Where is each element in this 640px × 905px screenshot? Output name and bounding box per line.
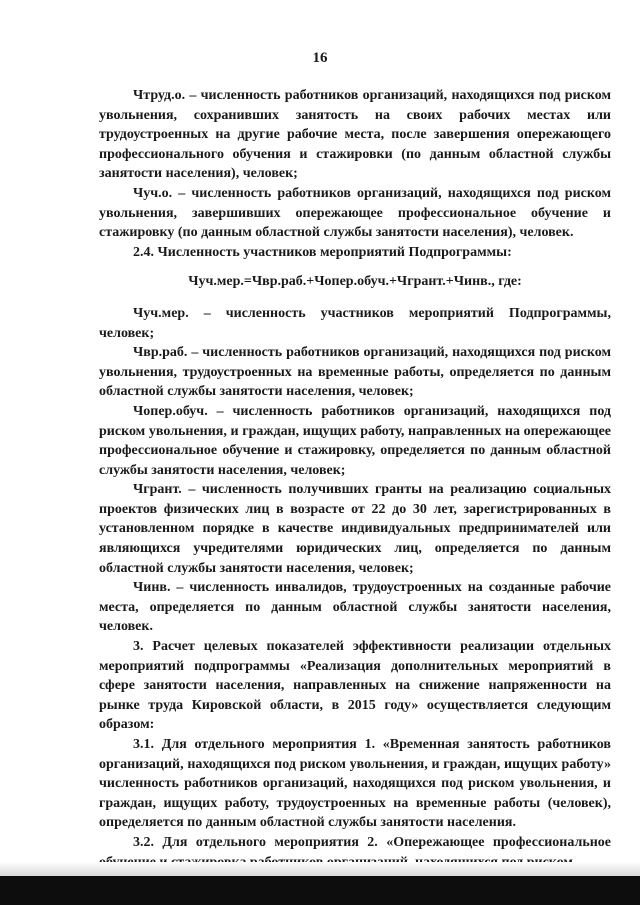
paragraph-ch-trud: Чтруд.о. – численность работников организаций, находящихся под риском увольнения, сохранивших занятость на своих рабочих местах или трудоустроенных на другие рабочие места, после завершения опережающего профессионального обучения и стажировки (по данным областной службы занятости населения), человек; (99, 88, 611, 182)
document-body (99, 86, 611, 872)
paragraph-ch-uch-o: Чуч.о. – численность работников организаций, находящихся под риском увольнения, завершивших опережающее профессиональное обучение и стажировку (по данным областной службы занятости населения), человек. (99, 185, 611, 241)
page-number: 16 (312, 50, 328, 66)
paragraph-ch-inv: Чинв. – численность инвалидов, трудоустроенных на созданные рабочие места, определяется по данным областной службы занятости населения, человек. (99, 580, 611, 635)
scan-edge-bar (0, 876, 640, 905)
section-3-2: 3.2. Для отдельного мероприятия 2. «Опережающее профессиональное (133, 834, 611, 850)
paragraph-ch-grant: Чгрант. – численность получивших гранты на реализацию социальных проектов физических лиц в возрасте от 22 до 30 лет, зарегистрированных в установленном порядке в качестве индивидуальных предпринимателей или являющихся учредителями юридических лиц, определяется по данным областной службы занятости населения, человек; (99, 482, 611, 576)
formula: Чуч.мер.=Чвр.раб.+Чопер.обуч.+Чгрант.+Чинв., где: (188, 274, 522, 290)
section-3-1: 3.1. Для отдельного мероприятия 1. «Временная занятость работников организаций, находящихся под риском увольнения, и граждан, ищущих работу» численность работников организаций, находящихся под риском увольнения, и граждан, ищущих работу, трудоустроенных на временные работы (человек), определяется по данным областной службы занятости населения. (99, 737, 611, 831)
scan-shadow (0, 862, 640, 876)
section-heading-2-4: 2.4. Численность участников мероприятий Подпрограммы: (133, 244, 512, 260)
paragraph-ch-oper-obuch: Чопер.обуч. – численность работников организаций, находящихся под риском увольнения, и граждан, ищущих работу, направленных на опережающее профессиональное обучение и стажировку, определяется по данным областной службы занятости населения, человек; (99, 403, 611, 478)
paragraph-ch-uch-mer: Чуч.мер. – численность участников мероприятий Подпрограммы, человек; (99, 305, 611, 341)
paragraph-ch-vr-rab: Чвр.раб. – численность работников организаций, находящихся под риском увольнения, трудоустроенных на временные работы, определяется по данным областной службы занятости населения, человек; (99, 345, 611, 400)
section-3: 3. Расчет целевых показателей эффективности реализации отдельных мероприятий подпрограммы «Реализация дополнительных мероприятий в сфере занятости населения, направленных на снижение напряженности на рынке труда Кировской области, в 2015 году» осуществляется следующим образом: (99, 639, 611, 733)
